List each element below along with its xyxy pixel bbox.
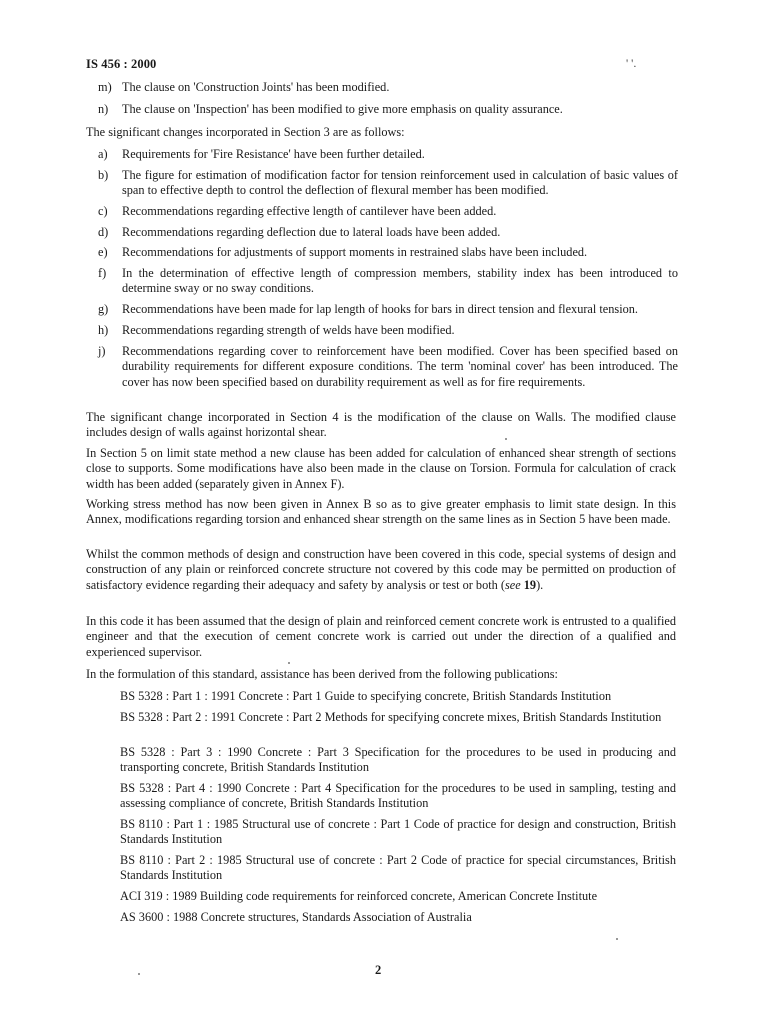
reference-item: BS 8110 : Part 2 : 1985 Structural use of concrete : Part 2 Code of practice for special circumstances, British Standards Institution [120, 853, 676, 883]
list-item [98, 302, 678, 318]
list-item-text: Recommendations regarding effective length of cantilever have been added. [122, 204, 497, 218]
paragraph-section5: In Section 5 on limit state method a new clause has been added for calculation of enhanced shear strength of sections close to supports. Some modifications have also been made in the clause on Torsion. Formula for calculation of crack width has been added (separately given in Annex F). [86, 446, 676, 491]
list-item-text: Recommendations regarding strength of welds have been modified. [122, 323, 455, 337]
list-item [98, 147, 678, 163]
list-item-label: f) [98, 266, 107, 280]
list-item-label: m) [98, 80, 112, 94]
scan-speck [616, 938, 618, 940]
list-item-label: a) [98, 147, 108, 161]
page-number: 2 [375, 963, 382, 977]
list-item-label: g) [98, 302, 109, 316]
corner-mark: ' '. [626, 56, 637, 70]
clause-reference: 19 [523, 577, 537, 592]
list-item-label: d) [98, 225, 109, 239]
scan-speck [138, 973, 140, 975]
paragraph-section4: The significant change incorporated in Section 4 is the modification of the clause on Walls. The modified clause includes design of walls against horizontal shear. [86, 410, 676, 440]
reference-item: AS 3600 : 1988 Concrete structures, Standards Association of Australia [120, 910, 472, 924]
scan-speck [505, 438, 507, 440]
list-item-text: Requirements for 'Fire Resistance' have been further detailed. [122, 147, 425, 161]
list-item [98, 323, 678, 339]
paragraph-assumption: In this code it has been assumed that the design of plain and reinforced cement concrete work is entrusted to a qualified engineer and that the execution of cement concrete work is carried out under the direction of a qualified and experienced supervisor. [86, 614, 676, 659]
list-item-label: n) [98, 102, 109, 116]
list-item [98, 102, 678, 118]
paragraph-special-systems-text: Whilst the common methods of design and construction have been covered in this code, special systems of design and construction of any plain or reinforced concrete structure not covered by this code may be permitted on production of satisfactory evidence regarding their adequacy and safety by analysis or test or both [86, 547, 676, 592]
list-item-label: b) [98, 168, 109, 182]
reference-item: BS 5328 : Part 2 : 1991 Concrete : Part 2 Methods for specifying concrete mixes, British Standards Institution [120, 710, 662, 724]
list-item-text: Recommendations have been made for lap length of hooks for bars in direct tension and flexural tension. [122, 302, 638, 316]
reference-item: BS 5328 : Part 1 : 1991 Concrete : Part 1 Guide to specifying concrete, British Standards Institution [120, 689, 612, 703]
paragraph-working-stress: Working stress method has now been given in Annex B so as to give greater emphasis to limit state design. In this Annex, modifications regarding torsion and enhanced shear strength on the same lines as in Section 5 have been made. [86, 497, 676, 527]
list-item [98, 168, 678, 200]
section3-intro: The significant changes incorporated in Section 3 are as follows: [86, 125, 405, 139]
reference-item: BS 8110 : Part 1 : 1985 Structural use of concrete : Part 1 Code of practice for design and construction, British Standards Institution [120, 817, 676, 847]
standard-header: IS 456 : 2000 [86, 57, 157, 71]
list-item-label: c) [98, 204, 108, 218]
list-item-label: e) [98, 245, 108, 259]
reference-item: BS 5328 : Part 3 : 1990 Concrete : Part 3 Specification for the procedures to be used in producing and transporting concrete, British Standards Institution [120, 745, 676, 775]
list-item-text: The figure for estimation of modification factor for tension reinforcement used in calculation of basic values of span to effective depth to control the deflection of flexural member has been modified. [122, 168, 678, 198]
list-item [98, 266, 678, 298]
paragraph-formulation: In the formulation of this standard, assistance has been derived from the following publications: [86, 667, 558, 681]
list-item [98, 245, 678, 261]
list-item-text: In the determination of effective length of compression members, stability index has been introduced to determine sway or no sway conditions. [122, 266, 678, 296]
list-item-text: Recommendations for adjustments of support moments in restrained slabs have been included. [122, 245, 588, 259]
list-item-label: j) [98, 344, 106, 358]
list-item-text: The clause on 'Inspection' has been modified to give more emphasis on quality assurance. [122, 102, 563, 116]
list-item [98, 225, 678, 241]
list-item-text: The clause on 'Construction Joints' has been modified. [122, 80, 390, 94]
paragraph-special-systems: Whilst the common methods of design and construction have been covered in this code, special systems of design and construction of any plain or reinforced concrete structure not covered by this code may be permitted on production of satisfactory evidence regarding their adequacy and safety by analysis or test or both (see 19). [86, 547, 676, 592]
list-item [98, 80, 678, 96]
list-item [98, 344, 678, 406]
list-item-label: h) [98, 323, 109, 337]
list-item-text: Recommendations regarding deflection due to lateral loads have been added. [122, 225, 501, 239]
see-reference: see [504, 577, 521, 592]
reference-item: BS 5328 : Part 4 : 1990 Concrete : Part 4 Specification for the procedures to be used in sampling, testing and assessing compliance of concrete, British Standards Institution [120, 781, 676, 811]
list-item [98, 204, 678, 220]
reference-item: ACI 319 : 1989 Building code requirements for reinforced concrete, American Concrete Institute [120, 889, 598, 903]
list-item-text: Recommendations regarding cover to reinforcement have been modified. Cover has been specified based on durability requirements for different exposure conditions. The term 'nominal cover' has been introduced. The cover has now been specified based on durability requirement as well as for fire requirements. [122, 344, 678, 389]
scan-speck [288, 662, 290, 664]
